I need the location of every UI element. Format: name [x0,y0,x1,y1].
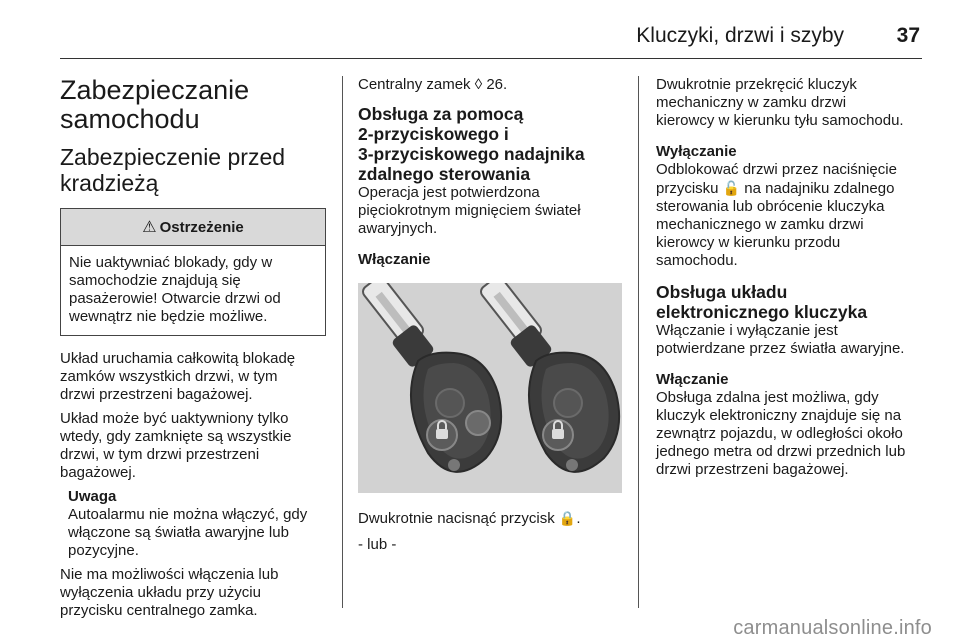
remote-key-right [479,283,620,472]
remote-keys-illustration [358,283,622,493]
text-line: samochodu. [656,252,738,269]
paragraph [656,161,926,270]
text-line: zewnątrz pojazdu, w odległości około [656,425,903,442]
lock-icon: 🔒 [558,510,577,526]
heading-line: Zabezpieczenie przed [60,144,286,170]
text-line: pięciokrotnym mignięciem świateł [358,202,581,219]
column-right [656,76,926,479]
heading-line: 2-przyciskowego i [358,124,509,144]
text-line: mechaniczny w zamku drzwi [656,94,847,111]
heading-line: Obsługa za pomocą [358,104,524,124]
warning-text [61,246,325,335]
note-block [60,488,328,560]
text-line: wtedy, gdy zamknięte są wszystkie [60,428,292,445]
paragraph [60,410,328,482]
heading-line: elektronicznego kluczyka [656,302,868,322]
remote-key-left [361,283,502,472]
subsection-heading [358,104,624,184]
caption [358,509,624,528]
column-divider [342,76,343,608]
or-separator: - lub - [358,536,397,553]
heading-line: kradzieżą [60,170,159,196]
text-line: Włączanie i wyłączanie jest [656,322,838,339]
page-ref-icon: ◊ [474,76,483,93]
text-line: potwierdzane przez światła awaryjne. [656,340,905,357]
text-line: wewnątrz nie będzie możliwe. [69,308,268,325]
column-middle [358,76,624,554]
text-line [656,179,926,198]
text-line: wyłączenia układu przy użyciu [60,584,261,601]
cross-reference [358,76,624,94]
text-line: Dwukrotnie przekręcić kluczyk [656,76,857,93]
page-header [60,14,922,59]
text-line: pasażerowie! Otwarcie drzwi od [69,290,281,307]
text-line: kierowcy w kierunku przodu [656,234,841,251]
text-line: mechanicznego w zamku drzwi [656,216,864,233]
text-part: przycisku [656,180,719,197]
subsection-heading [60,144,328,196]
heading-line: zdalnego sterowania [358,164,531,184]
unlock-icon: 🔓 [722,180,741,196]
watermark: carmanualsonline.info [733,617,932,639]
text-line: Nie uaktywniać blokady, gdy w [69,254,273,271]
text-line: Układ uruchamia całkowitą blokadę [60,350,296,367]
text-line: samochodzie znajdują się [69,272,241,289]
warning-header [61,209,325,246]
text-part: na nadajniku zdalnego [744,180,895,197]
text-line: jednego metra od drzwi przednich lub [656,443,906,460]
ref-text: Centralny zamek [358,76,471,93]
text-line: sterowania lub obrócenie kluczyka [656,198,885,215]
text-line: pozycyjne. [68,542,139,559]
running-title: Kluczyki, drzwi i szyby [636,24,844,47]
heading-line: 3-przyciskowego nadajnika [358,144,585,164]
text-line: włączone są światła awaryjne lub [68,524,289,541]
text-line: awaryjnych. [358,220,438,237]
remote-keys-icon [358,283,622,493]
heading-line: Obsługa układu [656,282,788,302]
warning-box [60,208,326,336]
text-line: Operacja jest potwierdzona [358,184,540,201]
subsection-heading [656,282,926,322]
paragraph [656,389,926,479]
text-line: bagażowej. [60,464,136,481]
column-left [60,76,328,620]
paragraph [656,322,926,358]
warning-title: Ostrzeżenie [159,218,244,236]
text-line: kierowcy w kierunku tyłu samochodu. [656,112,904,129]
text-line: drzwi przestrzeni bagażowej. [60,386,253,403]
page-number: 37 [896,24,920,47]
column-divider [638,76,639,608]
paragraph [358,184,624,238]
text-line: zamków wszystkich drzwi, w tym [60,368,278,385]
text-line: drzwi, w tym drzwi przestrzeni [60,446,260,463]
text-line: przycisku centralnego zamka. [60,602,258,619]
text-line: Odblokować drzwi przez naciśnięcie [656,161,897,178]
paragraph [656,76,926,130]
caption-end: . [576,510,581,527]
minor-heading: Wyłączanie [656,143,737,160]
text-line: Autoalarmu nie można włączyć, gdy [68,506,308,523]
heading-line: Zabezpieczanie [60,75,250,105]
section-heading [60,76,328,134]
paragraph [60,350,328,404]
text-line: Obsługa zdalna jest możliwa, gdy [656,389,879,406]
text-line: kluczyk elektroniczny znajduje się na [656,407,902,424]
text-line: Nie ma możliwości włączenia lub [60,566,279,583]
minor-heading: Włączanie [358,251,431,268]
paragraph [60,566,328,620]
text-line: Układ może być uaktywniony tylko [60,410,289,427]
heading-line: samochodu [60,104,200,134]
caption-text: Dwukrotnie nacisnąć przycisk [358,510,555,527]
warning-icon: ⚠ [142,219,157,236]
ref-page: 26. [486,76,508,93]
text-line: drzwi przestrzeni bagażowej. [656,461,849,478]
minor-heading: Włączanie [656,371,729,388]
note-title: Uwaga [68,488,117,505]
